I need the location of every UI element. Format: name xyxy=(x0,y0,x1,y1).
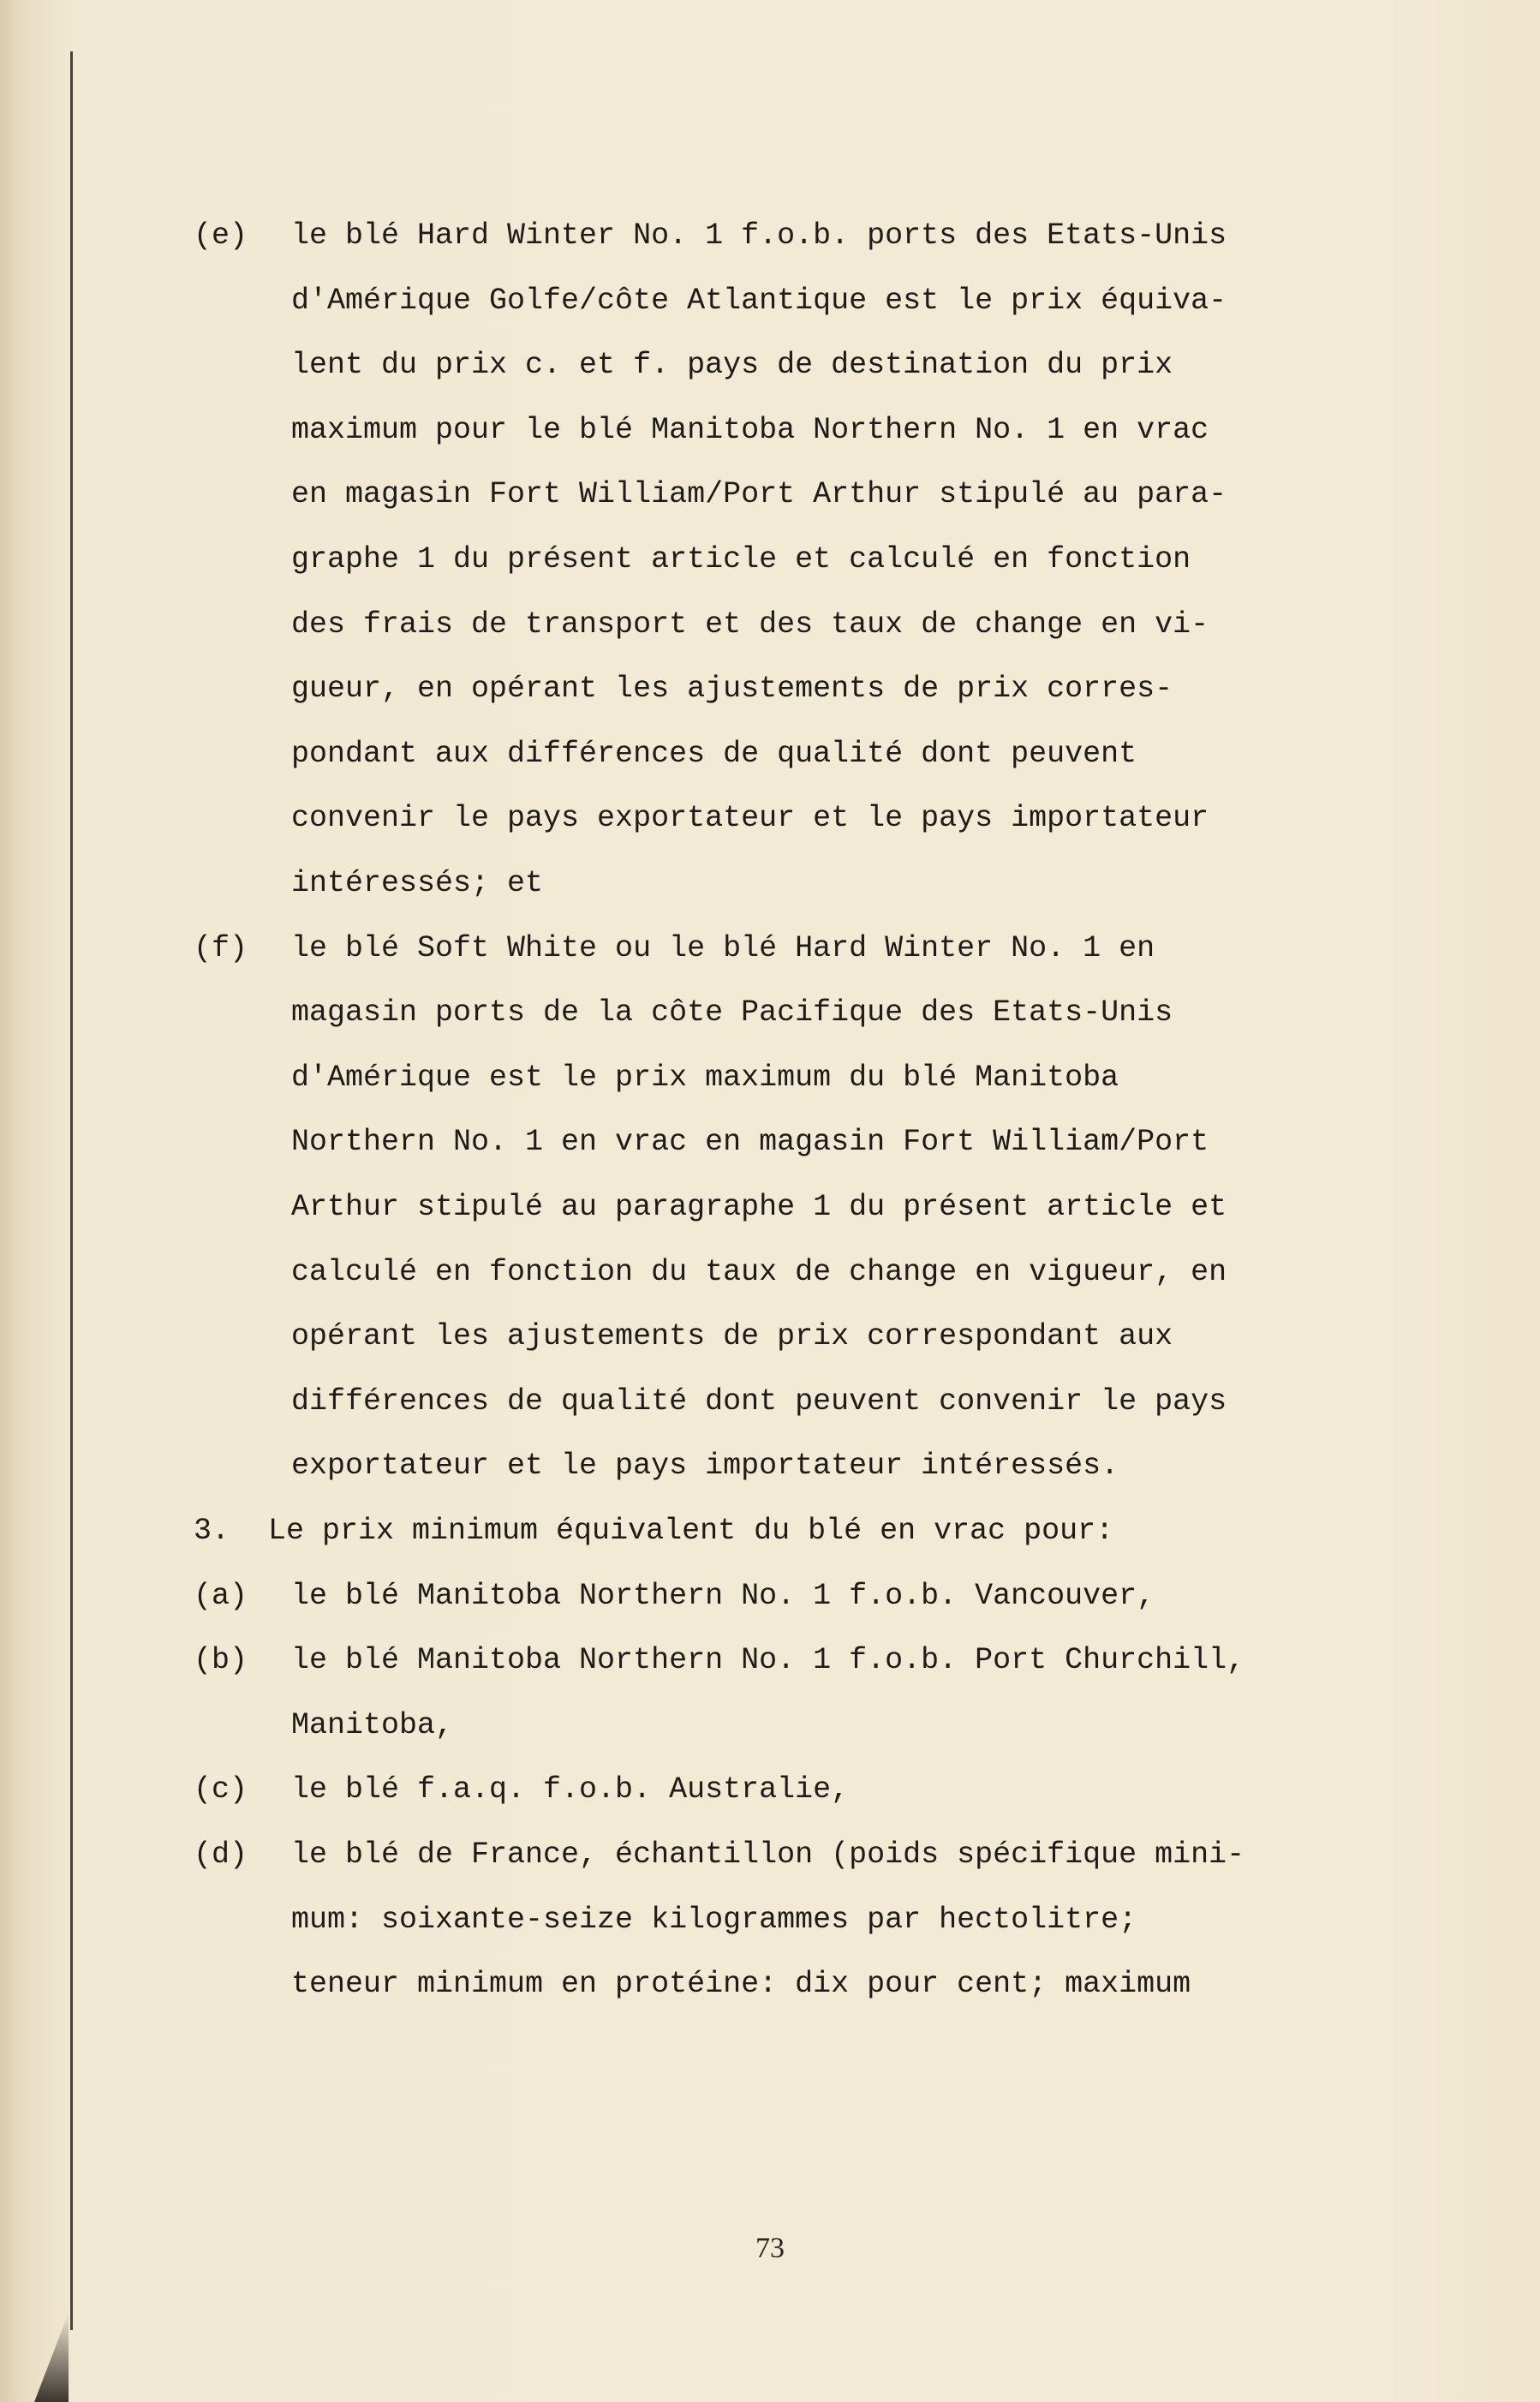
text-line: intéressés; et xyxy=(291,866,544,900)
text-line: gueur, en opérant les ajustements de prix corres- xyxy=(291,672,1173,707)
text-line: Northern No. 1 en vrac en magasin Fort William/Port xyxy=(291,1125,1209,1160)
text-line: pondant aux différences de qualité dont peuvent xyxy=(291,736,1137,771)
text-line: calculé en fonction du taux de change en vigueur, en xyxy=(291,1254,1227,1289)
paragraph-number: 3. xyxy=(194,1514,230,1548)
item-label: (d) xyxy=(194,1837,248,1872)
item-label: (e) xyxy=(194,218,248,253)
text-line: le blé Soft White ou le blé Hard Winter No. 1 en xyxy=(291,930,1155,965)
text-line: graphe 1 du présent article et calculé en fonction xyxy=(291,542,1191,577)
text-line: exportateur et le pays importateur intéressés. xyxy=(291,1449,1119,1484)
text-line: Manitoba, xyxy=(291,1707,454,1742)
page-number: 73 xyxy=(755,2232,785,2264)
text-line: maximum pour le blé Manitoba Northern No. 1 en vrac xyxy=(291,412,1209,447)
item-label: (c) xyxy=(194,1772,248,1807)
text-line: le blé Hard Winter No. 1 f.o.b. ports des Etats-Unis xyxy=(291,218,1227,253)
text-line: d'Amérique est le prix maximum du blé Manitoba xyxy=(291,1060,1119,1095)
text-line: le blé Manitoba Northern No. 1 f.o.b. Port Churchill, xyxy=(291,1643,1245,1678)
text-line: le blé f.a.q. f.o.b. Australie, xyxy=(291,1772,850,1807)
text-line: magasin ports de la côte Pacifique des Etats-Unis xyxy=(291,995,1173,1031)
binding-gutter-line xyxy=(70,51,73,2330)
paragraph-text: Le prix minimum équivalent du blé en vrac pour: xyxy=(268,1514,1114,1548)
item-label: (b) xyxy=(194,1643,248,1678)
text-line: convenir le pays exportateur et le pays importateur xyxy=(291,801,1209,836)
item-label: (a) xyxy=(194,1578,248,1613)
text-line: Arthur stipulé au paragraphe 1 du présent article et xyxy=(291,1190,1227,1224)
item-label: (f) xyxy=(194,930,248,965)
text-line: différences de qualité dont peuvent convenir le pays xyxy=(291,1383,1227,1419)
text-line: d'Amérique Golfe/côte Atlantique est le prix équiva- xyxy=(291,283,1227,318)
text-line: des frais de transport et des taux de change en vi- xyxy=(291,606,1209,642)
text-line: mum: soixante-seize kilogrammes par hectolitre; xyxy=(291,1902,1137,1937)
text-line: lent du prix c. et f. pays de destination du prix xyxy=(291,348,1173,383)
text-line: le blé Manitoba Northern No. 1 f.o.b. Vancouver, xyxy=(291,1578,1155,1613)
text-line: en magasin Fort William/Port Arthur stipulé au para- xyxy=(291,477,1227,512)
text-line: le blé de France, échantillon (poids spécifique mini- xyxy=(291,1837,1245,1872)
text-line: opérant les ajustements de prix correspondant aux xyxy=(291,1319,1173,1354)
text-line: teneur minimum en protéine: dix pour cent; maximum xyxy=(291,1967,1191,2002)
